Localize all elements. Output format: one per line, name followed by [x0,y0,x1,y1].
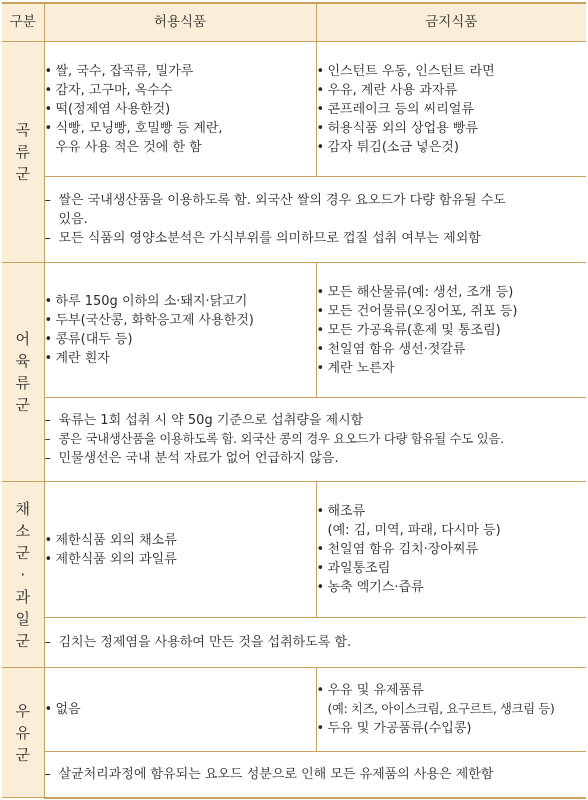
grain-category [2,42,44,263]
vegfruit-char: 군 [15,631,30,650]
list-item: • 허용식품 외의 상업용 빵류 [317,119,587,138]
grain-notes [44,177,586,263]
vegfruit-category [2,482,44,668]
header-category: 구분 [2,3,44,42]
list-item: • 떡(정제염 사용한것) [45,100,316,119]
list-item: • 과일통조림 [317,559,587,578]
list-item: • 두유 및 가공품류(수입콩) [317,719,587,738]
grain-char: 류 [15,143,30,161]
list-item: • 모든 가공육류(훈제 및 통조림) [317,321,587,340]
list-item: • 두부(국산콩, 화학응고제 사용한것) [45,311,316,330]
header-allowed: 허용식품 [44,3,316,42]
note-line: – 민물생선은 국내 분석 자료가 없어 언급하지 않음. [45,449,587,468]
grain-row [2,42,586,177]
dairy-note-row [2,752,586,798]
list-item: • 제한식품 외의 과일류 [45,550,316,569]
list-item: • 모든 해산물류(예: 생선, 조개 등) [317,283,587,302]
list-item: • 우유 및 유제품류 [317,681,587,700]
meat-char: 군 [15,396,30,414]
list-item: • 제한식품 외의 채소류 [45,531,316,550]
dairy-notes [44,752,586,798]
note-line: – 살균처리과정에 함유되는 요오드 성분으로 인해 모든 유제품의 사용은 제한함 [45,765,587,784]
vegfruit-char: 일 [15,609,30,628]
meat-char: 어 [15,330,30,348]
dairy-char: 우 [15,701,30,720]
grain-allowed [44,42,316,177]
list-item: • 계란 노른자 [317,359,587,378]
vegfruit-forbidden [316,482,586,618]
list-item: • 감자 튀김(소금 넣은것) [317,138,587,157]
vegfruit-char: 과 [15,587,30,606]
list-item: • 콩류(대두 등) [45,330,316,349]
dairy-category [2,668,44,798]
vegfruit-char: 소 [15,521,30,540]
list-item-continued: 우유 사용 적은 것에 한 함 [55,139,202,155]
grain-forbidden [316,42,586,177]
dairy-char: 유 [15,723,30,742]
meat-allowed [44,263,316,398]
note-line: – 육류는 1회 섭취 시 약 50g 기준으로 섭취량을 제시함 [45,411,587,430]
list-item: • 농축 엑기스·즙류 [317,578,587,597]
list-item-continued: (예: 김, 미역, 파래, 다시마 등) [327,523,501,538]
grain-note-row [2,177,586,263]
grain-char: 군 [15,165,30,183]
list-item-continued: (예: 치즈, 아이스크림, 요구르트, 생크림 등) [327,702,555,716]
grain-char: 곡 [15,121,30,139]
meat-notes [44,398,586,482]
vegfruit-char: 채 [15,499,30,518]
vegfruit-char: 군 [15,543,30,562]
vegfruit-char: · [20,565,26,584]
list-item: • 계란 흰자 [45,349,316,368]
header-row [2,3,586,42]
list-item: • 우유, 계란 사용 과자류 [317,81,587,100]
dairy-allowed [44,668,316,752]
list-item: • 모든 건어물류(오징어포, 쥐포 등) [317,302,587,321]
header-forbidden: 금지식품 [316,3,586,42]
meat-note-row [2,398,586,482]
vegfruit-row [2,482,586,618]
note-line: – 콩은 국내생산품을 이용하도록 함. 외국산 콩의 경우 요오드가 다량 함유될 수도 있음. [45,430,587,449]
meat-category [2,263,44,482]
note-line: – 김치는 정제염을 사용하여 만든 것을 섭취하도록 함. [45,633,587,652]
dairy-char: 군 [15,745,30,764]
list-item: • 식빵, 모닝빵, 호밀빵 등 계란, [45,119,316,138]
vegfruit-note-row [2,618,586,668]
food-guide-table [2,2,586,799]
meat-char: 육 [15,352,30,370]
list-item: • 해조류 [317,502,587,521]
meat-row [2,263,586,398]
dairy-row [2,668,586,752]
list-item: • 콘프레이크 등의 씨리얼류 [317,100,587,119]
list-item: • 천일염 함유 김치·장아찌류 [317,540,587,559]
list-item: • 천일염 함유 생선·젓갈류 [317,340,587,359]
list-item: • 감자, 고구마, 옥수수 [45,81,316,100]
list-item: • 인스턴트 우동, 인스턴트 라면 [317,62,587,81]
list-item: • 없음 [45,700,316,719]
meat-char: 류 [15,374,30,392]
list-item: • 하루 150g 이하의 소·돼지·닭고기 [45,292,316,311]
note-line-continued: 있음. [58,212,88,227]
dairy-forbidden [316,668,586,752]
meat-forbidden [316,263,586,398]
note-line: – 모든 식품의 영양소분석은 가식부위를 의미하므로 껍질 섭취 여부는 제외함 [45,229,587,248]
vegfruit-notes [44,618,586,668]
vegfruit-allowed [44,482,316,618]
note-line: – 쌀은 국내생산품을 이용하도록 함. 외국산 쌀의 경우 요오드가 다량 함유될 수도 [45,191,587,210]
list-item: • 쌀, 국수, 잡곡류, 밀가루 [45,62,316,81]
